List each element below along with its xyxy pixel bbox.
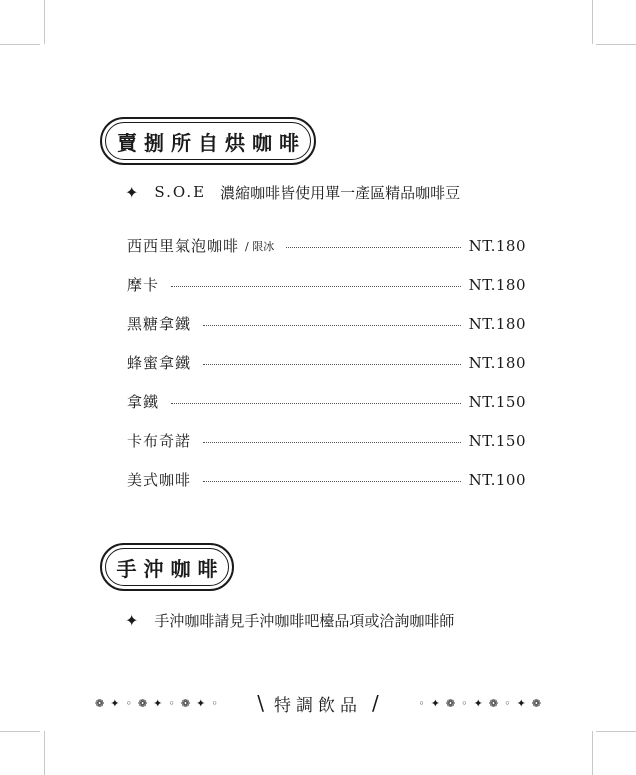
soe-label: S.O.E	[154, 183, 207, 201]
item-name: 美式咖啡	[127, 471, 192, 489]
coffee-menu-list	[127, 226, 526, 499]
menu-item	[127, 382, 526, 421]
item-name: 西西里氣泡咖啡	[127, 237, 240, 255]
crop-mark	[592, 0, 593, 44]
dot-leader	[203, 364, 461, 365]
dot-leader	[203, 442, 461, 443]
menu-item	[127, 421, 526, 460]
dot-leader	[203, 481, 461, 482]
menu-item	[127, 226, 526, 265]
crop-mark	[44, 0, 45, 44]
footer-heading	[247, 691, 389, 716]
flower-icon: ❁	[488, 696, 499, 710]
circle-icon: ◦	[504, 696, 511, 710]
star-icon: ✦	[153, 696, 163, 710]
item-name: 蜂蜜拿鐵	[127, 354, 192, 372]
circle-icon: ◦	[125, 696, 132, 710]
item-price: NT.150	[468, 392, 526, 411]
item-price: NT.180	[468, 353, 526, 372]
star-icon: ✦	[473, 696, 483, 710]
backslash-divider: \	[257, 691, 264, 715]
ornament-row-right	[418, 697, 541, 710]
footer-title: 特調飲品	[274, 695, 362, 716]
dot-leader	[171, 286, 461, 287]
pourover-description: 手沖咖啡請見手沖咖啡吧檯品項或洽詢咖啡師	[154, 611, 455, 630]
section-title-badge	[100, 543, 234, 591]
circle-icon: ◦	[211, 696, 218, 710]
circle-icon: ◦	[418, 696, 425, 710]
item-note: / 限冰	[245, 239, 275, 253]
dot-leader	[203, 325, 461, 326]
item-price: NT.180	[468, 314, 526, 333]
star-icon: ✦	[125, 610, 139, 630]
item-name: 拿鐵	[127, 393, 160, 411]
section-title: 賣捌所自烘咖啡	[117, 130, 306, 155]
star-icon: ✦	[110, 696, 120, 710]
item-name: 摩卡	[127, 276, 160, 294]
item-price: NT.180	[468, 236, 526, 255]
flower-icon: ❁	[531, 696, 541, 710]
crop-mark	[592, 731, 593, 775]
item-price: NT.100	[468, 470, 526, 489]
crop-mark	[0, 731, 40, 732]
crop-mark	[596, 44, 636, 45]
circle-icon: ◦	[168, 696, 175, 710]
star-icon: ✦	[516, 696, 526, 710]
star-icon: ✦	[196, 696, 206, 710]
item-price: NT.150	[468, 431, 526, 450]
crop-mark	[0, 44, 40, 45]
menu-item	[127, 304, 526, 343]
flower-icon: ❁	[137, 696, 148, 710]
flower-icon: ❁	[180, 696, 191, 710]
crop-mark	[44, 731, 45, 775]
star-icon: ✦	[125, 182, 139, 202]
dot-leader	[286, 247, 460, 248]
star-icon: ✦	[430, 696, 440, 710]
item-name: 黑糖拿鐵	[127, 315, 192, 333]
footer-banner	[95, 690, 541, 716]
flower-icon: ❁	[445, 696, 456, 710]
crop-mark	[596, 731, 636, 732]
dot-leader	[171, 403, 461, 404]
soe-description: 濃縮咖啡皆使用單一產區精品咖啡豆	[220, 183, 461, 202]
circle-icon: ◦	[461, 696, 468, 710]
soe-note	[125, 180, 460, 204]
item-name: 卡布奇諾	[127, 432, 192, 450]
section-title-badge	[100, 117, 316, 165]
slash-divider: /	[372, 691, 379, 715]
flower-icon: ❁	[95, 696, 105, 710]
menu-item	[127, 265, 526, 304]
menu-item	[127, 460, 526, 499]
item-price: NT.180	[468, 275, 526, 294]
ornament-row-left	[95, 697, 218, 710]
section-title: 手沖咖啡	[116, 556, 225, 581]
menu-item	[127, 343, 526, 382]
pourover-note	[125, 608, 454, 632]
